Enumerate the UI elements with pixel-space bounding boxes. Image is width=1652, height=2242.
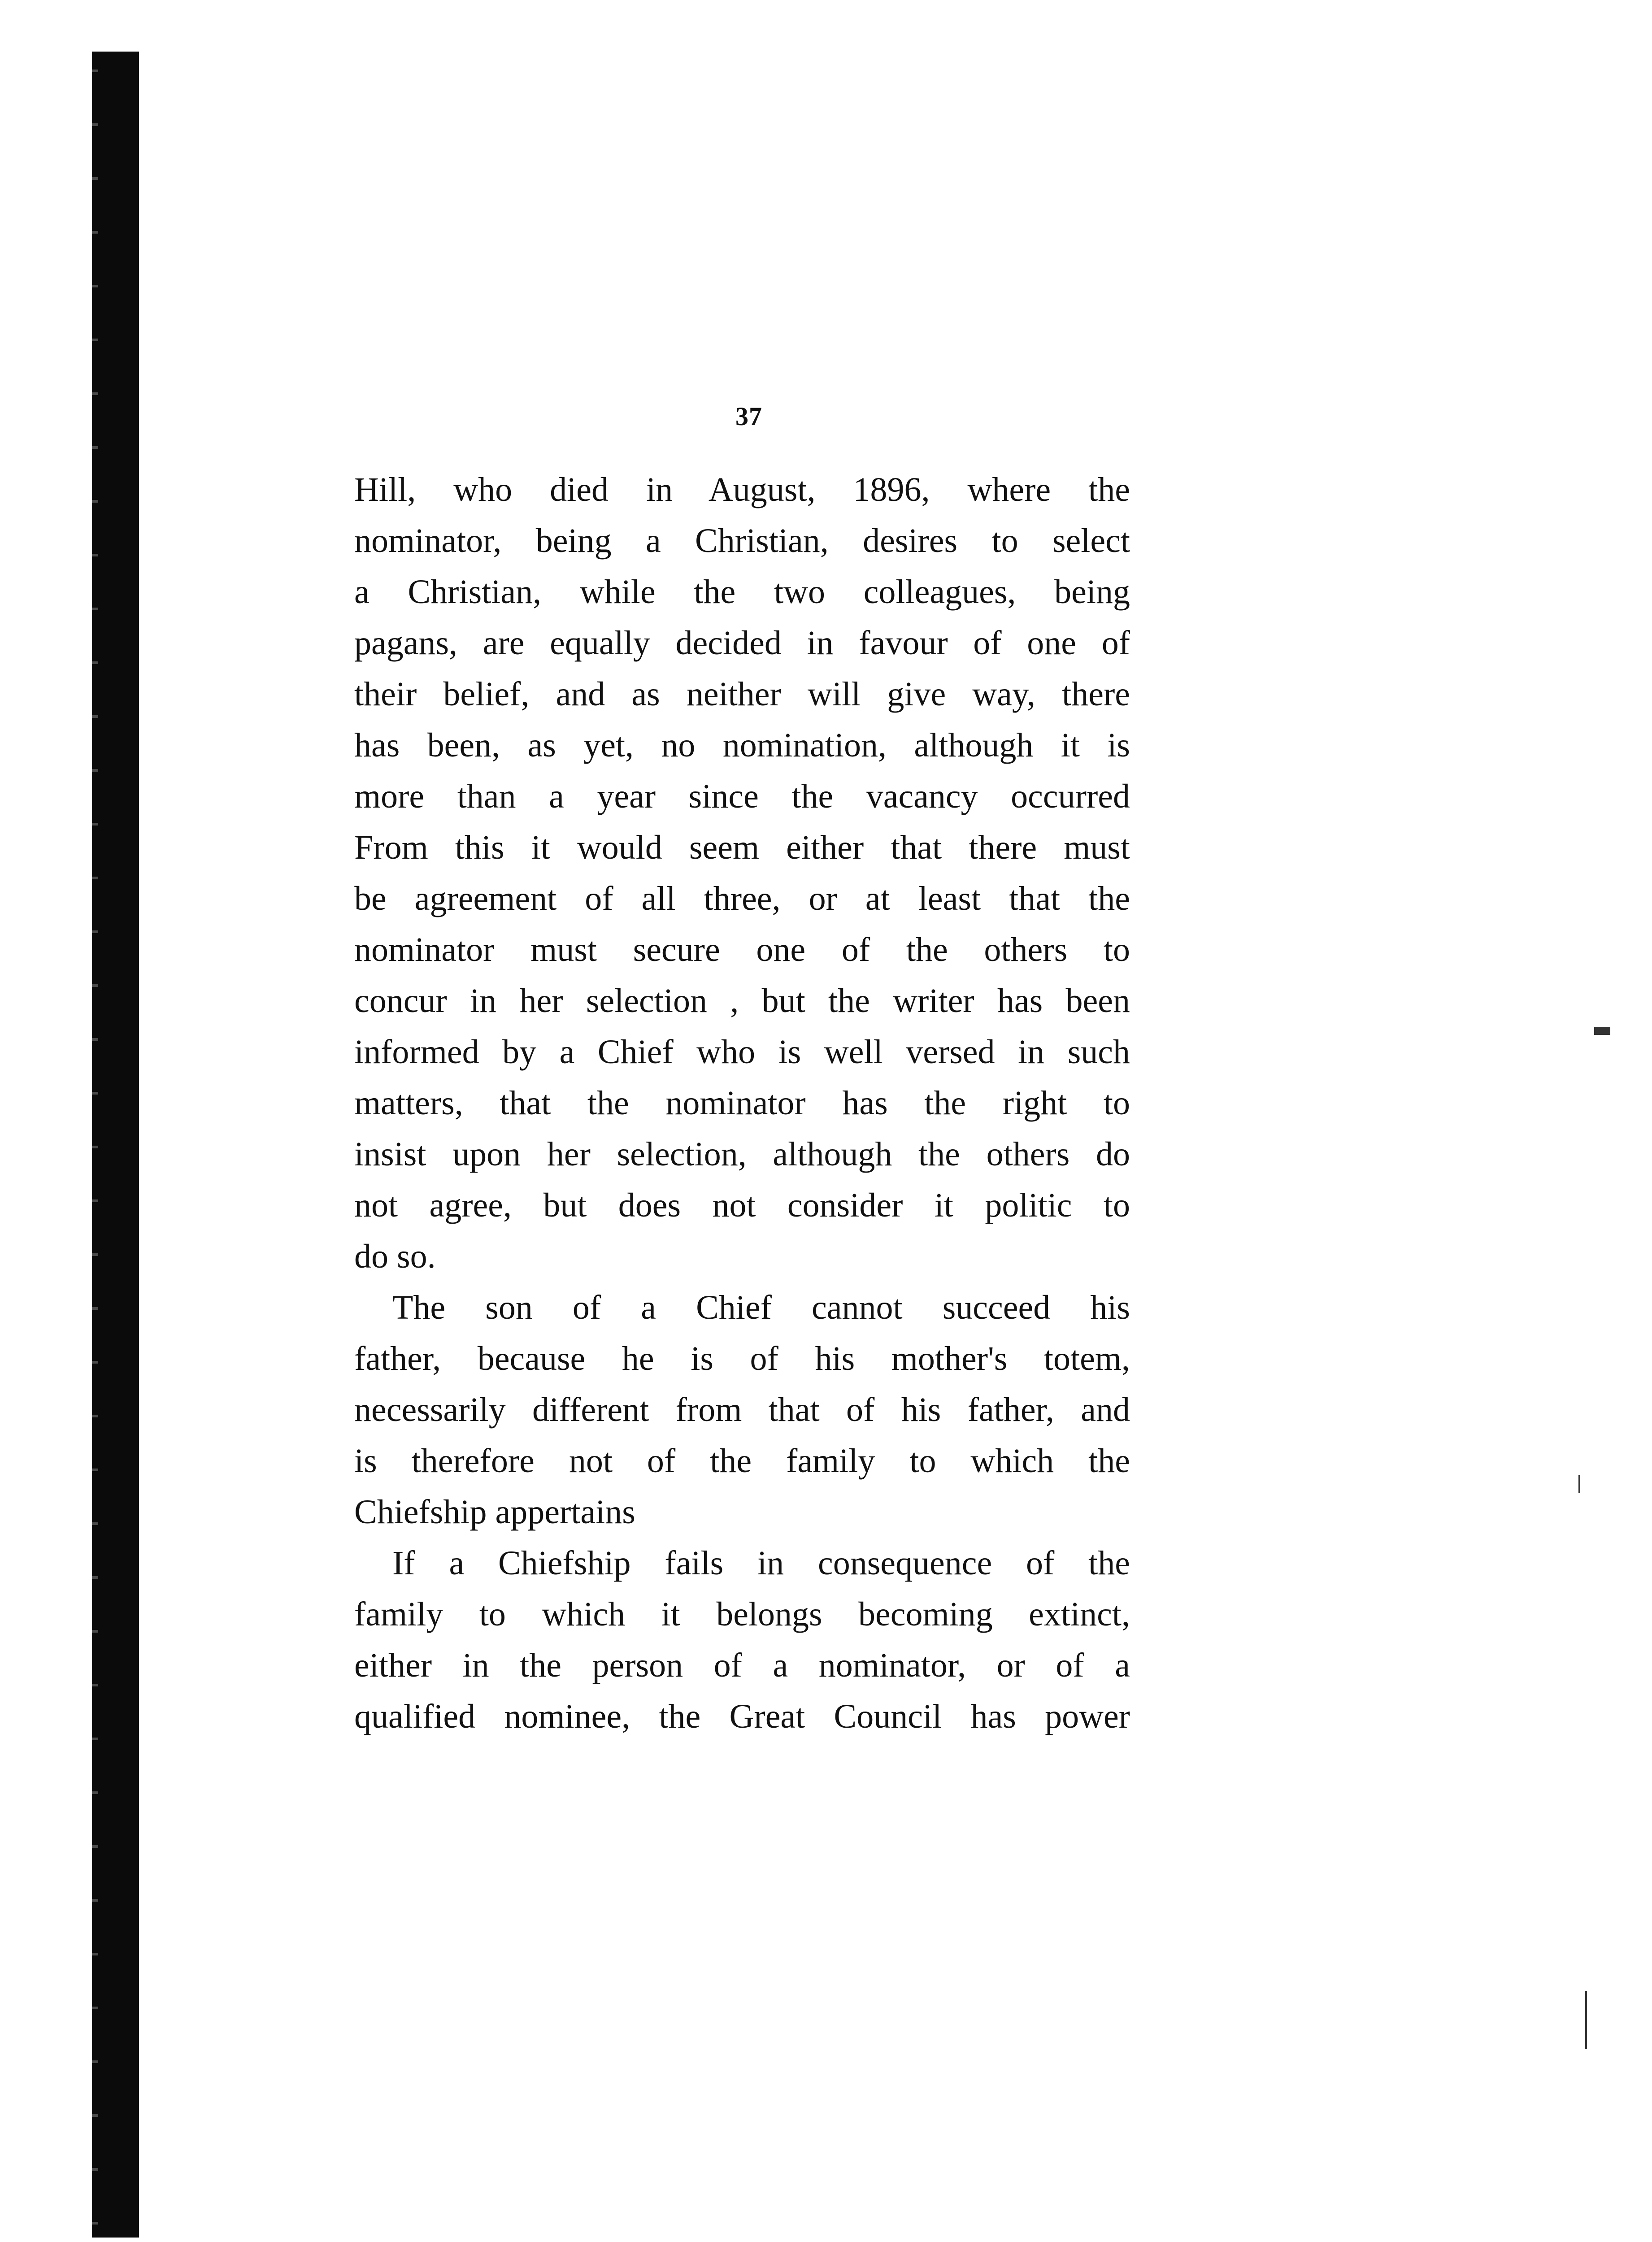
text-line: nominator, being a Christian, desires to select (354, 522, 1130, 560)
text-line: The son of a Chief cannot succeed his (392, 1289, 1130, 1326)
text-line: insist upon her selection, although the others do (354, 1135, 1130, 1173)
text-line: If a Chiefship fails in consequence of the (392, 1544, 1130, 1582)
text-line: From this it would seem either that there must (354, 829, 1130, 866)
text-line: their belief, and as neither will give way, there (354, 675, 1130, 713)
text-line: not agree, but does not consider it politic to (354, 1186, 1130, 1224)
text-line: informed by a Chief who is well versed in such (354, 1033, 1130, 1071)
text-line: pagans, are equally decided in favour of one of (354, 624, 1130, 662)
text-line: be agreement of all three, or at least that the (354, 880, 1130, 917)
text-line: qualified nominee, the Great Council has power (354, 1698, 1130, 1735)
text-line: a Christian, while the two colleagues, being (354, 573, 1130, 611)
text-line: Chiefship appertains (354, 1493, 635, 1531)
scan-speck (1578, 1475, 1580, 1493)
scan-binding-edge (92, 52, 139, 2238)
text-line: do so. (354, 1238, 436, 1275)
text-line: matters, that the nominator has the right to (354, 1084, 1130, 1122)
text-line: more than a year since the vacancy occurred (354, 778, 1130, 815)
text-line: necessarily different from that of his father, and (354, 1391, 1130, 1429)
body-text (354, 464, 1130, 1742)
scan-speck (1585, 1991, 1587, 2049)
text-line: nominator must secure one of the others to (354, 931, 1130, 969)
text-line: father, because he is of his mother's totem, (354, 1340, 1130, 1377)
page-number: 37 (735, 402, 762, 431)
text-line: is therefore not of the family to which the (354, 1442, 1130, 1480)
text-line: either in the person of a nominator, or of a (354, 1647, 1130, 1684)
text-line: has been, as yet, no nomination, although it is (354, 726, 1130, 764)
text-line: concur in her selection , but the writer has been (354, 982, 1130, 1020)
text-line: family to which it belongs becoming extinct, (354, 1595, 1130, 1633)
text-line: Hill, who died in August, 1896, where the (354, 471, 1130, 508)
scan-speck (1594, 1027, 1610, 1035)
